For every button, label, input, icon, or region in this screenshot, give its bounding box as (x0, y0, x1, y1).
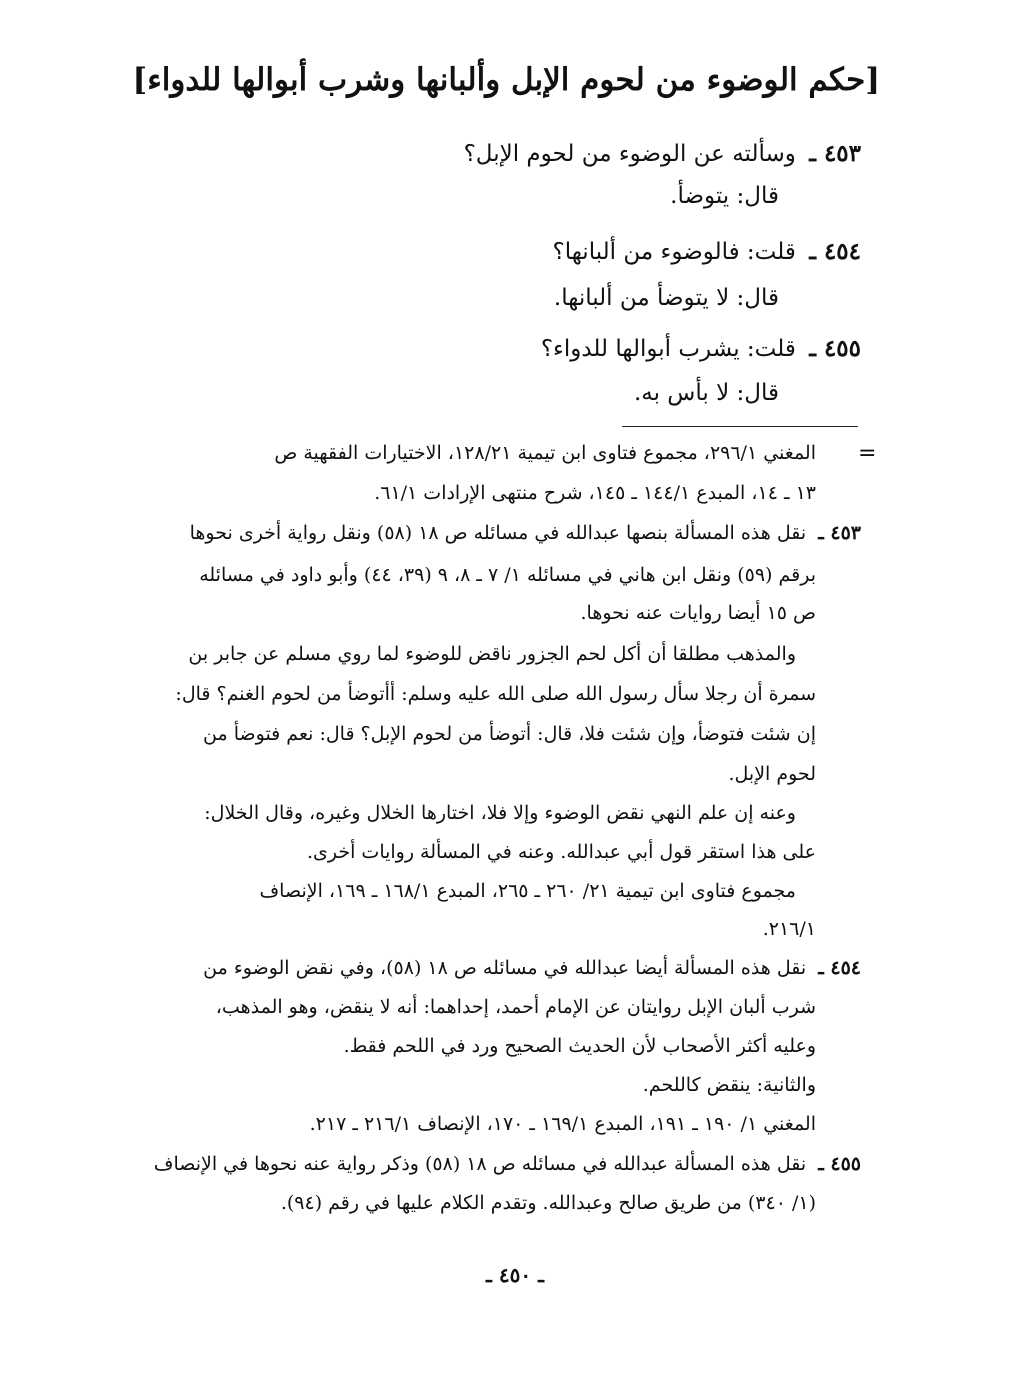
footnote-line: وعنه إن علم النهي نقض الوضوء وإلا فلا، اختارها الخلال وغيره، وقال الخلال: (204, 802, 796, 824)
footnote-line: ٢١٦/١. (762, 918, 816, 940)
question-454 (552, 238, 861, 265)
page-number: ـ ٤٥٠ ـ (486, 1263, 544, 1287)
question-number: ٤٥٣ ـ (809, 140, 861, 167)
footnote-separator (622, 426, 858, 427)
footnote-455 (154, 1153, 861, 1176)
footnote-line: والثانية: ينقض كاللحم. (642, 1074, 816, 1096)
answer-455: قال: لا بأس به. (633, 380, 779, 406)
question-text: قلت: يشرب أبوالها للدواء؟ (540, 336, 796, 362)
footnote-line: المغني ١/ ١٩٠ ـ ١٩١، المبدع ١٦٩/١ ـ ١٧٠، الإنصاف ٢١٦/١ ـ ٢١٧. (309, 1113, 816, 1135)
question-text: قلت: فالوضوء من ألبانها؟ (552, 239, 796, 265)
footnote-line: لحوم الإبل. (728, 763, 816, 785)
footnote-line: ١٣ ـ ١٤، المبدع ١٤٤/١ ـ ١٤٥، شرح منتهى الإرادات ٦١/١. (374, 482, 816, 504)
footnote-line: والمذهب مطلقا أن أكل لحم الجزور ناقض للوضوء لما روي مسلم عن جابر بن (188, 643, 796, 665)
footnote-454 (203, 957, 861, 980)
answer-453: قال: يتوضأ. (670, 183, 779, 209)
footnote-text: نقل هذه المسألة أيضا عبدالله في مسائله ص ١٨ (٥٨)، وفي نقض الوضوء من (203, 957, 807, 979)
footnote-line: برقم (٥٩) ونقل ابن هاني في مسائله ١/ ٧ ـ ٨، ٩ (٣٩، ٤٤) وأبو داود في مسائله (199, 564, 816, 586)
page-title: [حكم الوضوء من لحوم الإبل وألبانها وشرب أبوالها للدواء] (132, 62, 880, 98)
footnote-number: ٤٥٥ ـ (818, 1153, 861, 1175)
question-number: ٤٥٥ ـ (809, 335, 861, 362)
footnote-line: وعليه أكثر الأصحاب لأن الحديث الصحيح ورد في اللحم فقط. (343, 1035, 816, 1057)
question-453 (464, 140, 861, 167)
footnote-line: ص ١٥ أيضا روايات عنه نحوها. (580, 602, 816, 624)
footnote-number: ٤٥٣ ـ (818, 522, 861, 544)
footnote-text: نقل هذه المسألة عبدالله في مسائله ص ١٨ (٥٨) وذكر رواية عنه نحوها في الإنصاف (153, 1153, 807, 1175)
footnote-line: إن شئت فتوضأ، وإن شئت فلا، قال: أتوضأ من لحوم الإبل؟ قال: نعم فتوضأ من (203, 723, 816, 745)
footnote-453 (190, 522, 861, 545)
footnote-line: على هذا استقر قول أبي عبدالله. وعنه في المسألة روايات أخرى. (306, 841, 816, 863)
answer-454: قال: لا يتوضأ من ألبانها. (553, 285, 779, 311)
question-455 (541, 335, 861, 362)
footnote-line: شرب ألبان الإبل روايتان عن الإمام أحمد، إحداهما: أنه لا ينقض، وهو المذهب، (215, 996, 816, 1018)
question-number: ٤٥٤ ـ (809, 238, 861, 265)
question-text: وسألته عن الوضوء من لحوم الإبل؟ (463, 141, 796, 167)
footnote-number: ٤٥٤ ـ (818, 957, 861, 979)
footnote-text: نقل هذه المسألة بنصها عبدالله في مسائله ص ١٨ (٥٨) ونقل رواية أخرى نحوها (189, 522, 807, 544)
footnote-line: المغني ٢٩٦/١، مجموع فتاوى ابن تيمية ١٢٨/٢١، الاختيارات الفقهية ص (274, 442, 816, 464)
footnote-line: سمرة أن رجلا سأل رسول الله صلى الله عليه وسلم: أأتوضأ من لحوم الغنم؟ قال: (175, 683, 816, 705)
footnote-line: (١/ ٣٤٠) من طريق صالح وعبدالله. وتقدم الكلام عليها في رقم (٩٤). (280, 1192, 816, 1214)
footnote-line: مجموع فتاوى ابن تيمية ٢١/ ٢٦٠ ـ ٢٦٥، المبدع ١٦٨/١ ـ ١٦٩، الإنصاف (259, 880, 796, 902)
continuation-mark: = (858, 441, 877, 466)
